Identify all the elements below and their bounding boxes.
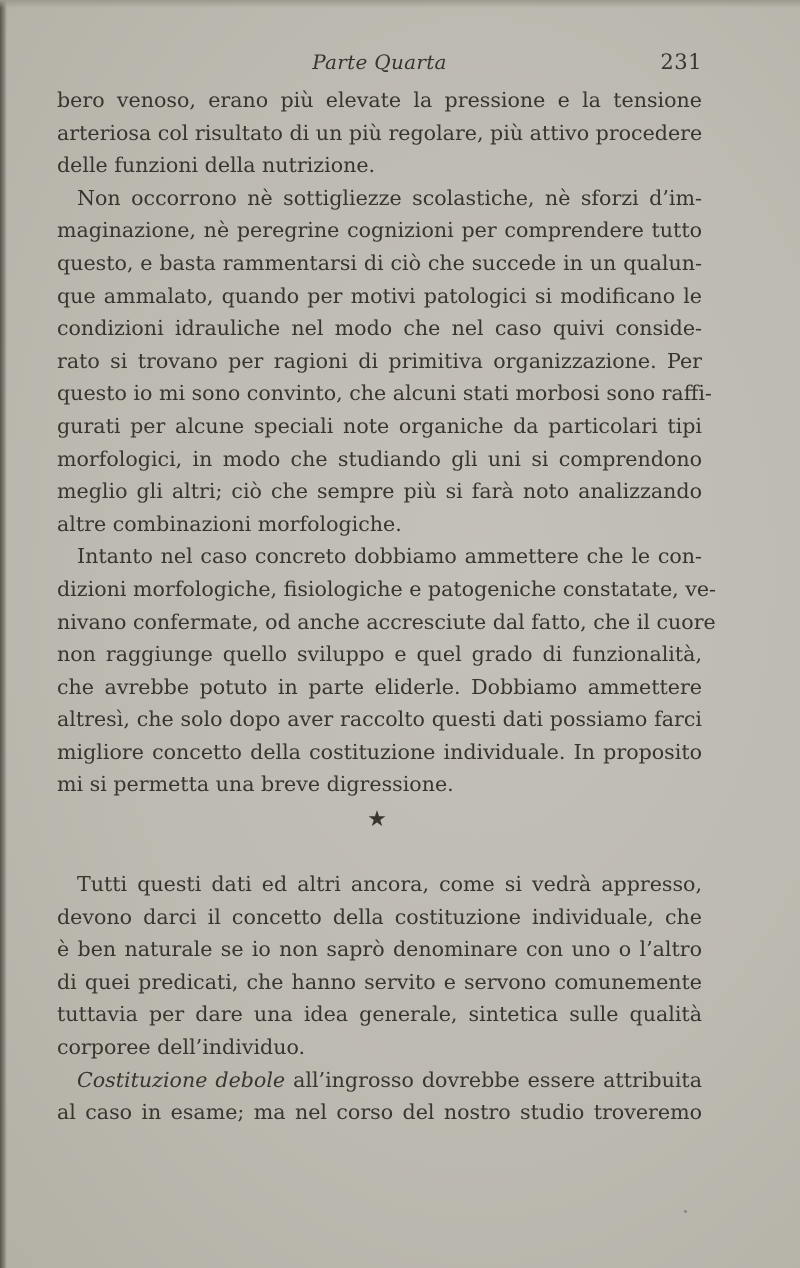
paragraph bbox=[57, 1064, 702, 1129]
text-line: delle funzioni della nutrizione. bbox=[57, 153, 376, 178]
paragraph bbox=[57, 182, 712, 541]
paragraph bbox=[57, 868, 702, 1064]
section-separator-star-icon: ★ bbox=[367, 807, 387, 832]
page-top-shadow bbox=[0, 0, 800, 8]
text-line bbox=[57, 1064, 702, 1097]
text-line: rato si trovano per ragioni di primitiva organizzazione. Per bbox=[57, 348, 702, 373]
text-line: mi si permetta una breve digressione. bbox=[57, 772, 454, 797]
text-line: maginazione, nè peregrine cognizioni per comprendere tutto bbox=[57, 218, 702, 243]
text-line: migliore concetto della costituzione individuale. In proposito bbox=[57, 739, 702, 764]
text-block-lower bbox=[57, 868, 702, 1129]
page-number: 231 bbox=[660, 50, 702, 74]
text-line: Intanto nel caso concreto dobbiamo ammettere che le con- bbox=[77, 544, 702, 569]
running-head-title: Parte Quarta bbox=[312, 50, 447, 74]
text-line: altresì, che solo dopo aver raccolto questi dati possiamo farci bbox=[57, 707, 702, 732]
text-line: non raggiunge quello sviluppo e quel grado di funzionalità, bbox=[57, 642, 702, 667]
text-line: tuttavia per dare una idea generale, sintetica sulle qualità bbox=[57, 1002, 702, 1027]
paragraph bbox=[57, 84, 702, 182]
text-line: gurati per alcune speciali note organiche da particolari tipi bbox=[57, 413, 702, 438]
text-line: è ben naturale se io non saprò denominare con uno o l’altro bbox=[57, 937, 702, 962]
text-line: questo, e basta rammentarsi di ciò che succede in un qualun- bbox=[57, 250, 702, 275]
text-line: dizioni morfologiche, fisiologiche e patogeniche constatate, ve- bbox=[57, 576, 717, 601]
text-line: nivano confermate, od anche accresciute dal fatto, che il cuore bbox=[57, 609, 716, 634]
text-run: all’ingrosso dovrebbe essere attribuita bbox=[285, 1067, 702, 1092]
text-line: altre combinazioni morfologiche. bbox=[57, 511, 402, 536]
text-line: che avrebbe potuto in parte eliderle. Dobbiamo ammettere bbox=[57, 674, 702, 699]
text-line: bero venoso, erano più elevate la pressione e la tensione bbox=[57, 88, 702, 112]
text-line: questo io mi sono convinto, che alcuni stati morbosi sono raffi- bbox=[57, 381, 712, 406]
text-line: condizioni idrauliche nel modo che nel caso quivi conside- bbox=[57, 316, 702, 341]
text-line: al caso in esame; ma nel corso del nostro studio troveremo bbox=[57, 1100, 702, 1125]
page-binding-shadow bbox=[0, 0, 7, 1268]
italic-term: Costituzione debole bbox=[77, 1067, 286, 1092]
text-line: corporee dell’individuo. bbox=[57, 1034, 306, 1059]
paper-speck bbox=[684, 1210, 687, 1213]
text-block-upper bbox=[57, 84, 717, 801]
text-line: devono darci il concetto della costituzione individuale, che bbox=[57, 904, 702, 929]
text-line: meglio gli altri; ciò che sempre più si farà noto analizzando bbox=[57, 479, 702, 504]
text-line: que ammalato, quando per motivi patologici si modificano le bbox=[57, 283, 702, 308]
paragraph bbox=[57, 540, 717, 801]
text-line: Tutti questi dati ed altri ancora, come si vedrà appresso, bbox=[77, 872, 702, 896]
text-line: di quei predicati, che hanno servito e servono comunemente bbox=[57, 969, 702, 994]
running-head bbox=[57, 50, 702, 80]
text-line: morfologici, in modo che studiando gli uni si comprendono bbox=[57, 446, 702, 471]
text-line: arteriosa col risultato di un più regolare, più attivo procedere bbox=[57, 120, 703, 145]
text-line: Non occorrono nè sottigliezze scolastiche, nè sforzi d’im- bbox=[77, 185, 702, 210]
